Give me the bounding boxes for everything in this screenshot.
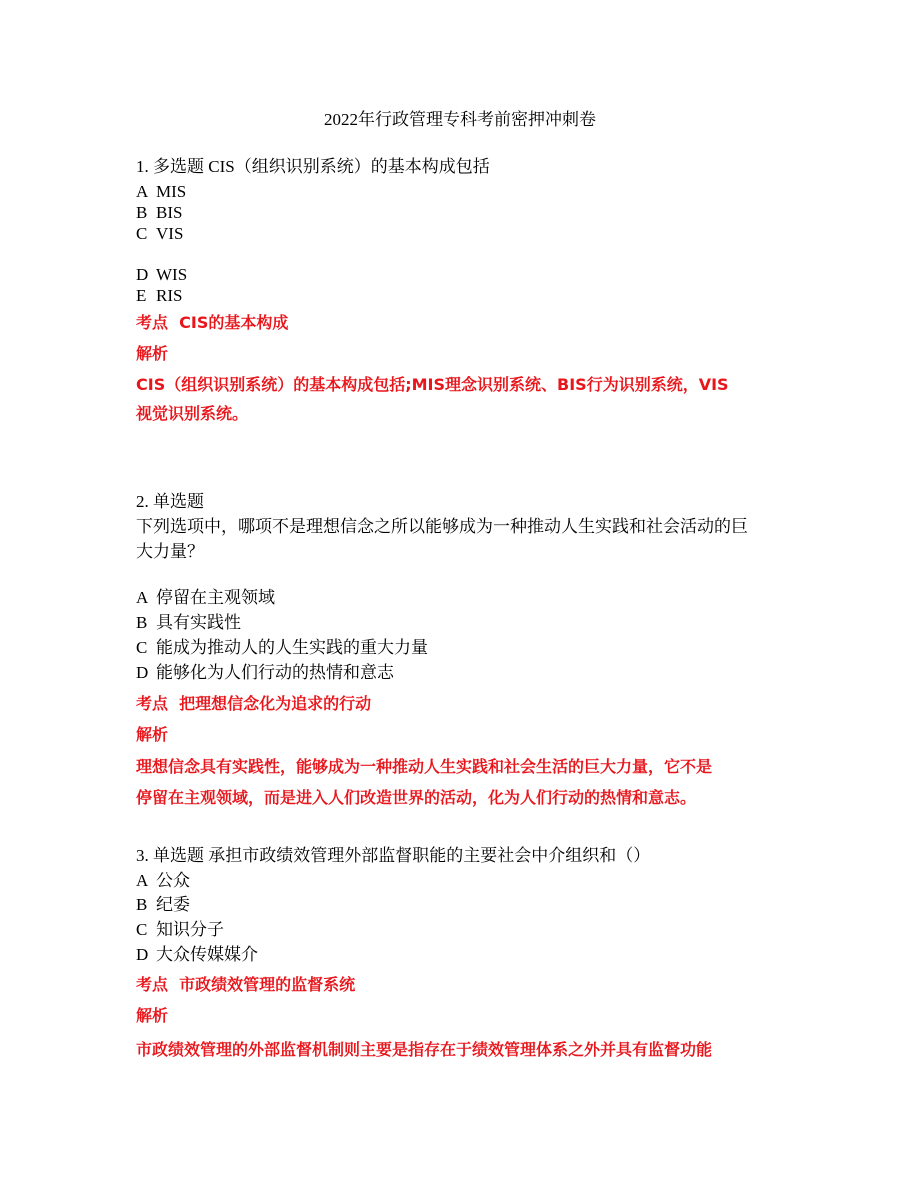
q1-option-e <box>136 285 182 306</box>
option-text: 能够化为人们行动的热情和意志 <box>156 663 394 682</box>
q2-stem-line-2: 大力量？ <box>136 542 204 561</box>
option-text: RIS <box>156 286 183 305</box>
q2-option-a <box>136 587 275 608</box>
q1-analysis-line-1: CIS（组织识别系统）的基本构成包括;MIS理念识别系统、BIS行为识别系统，VIS <box>136 375 729 394</box>
option-letter: E <box>136 286 147 305</box>
kaodian-text: CIS的基本构成 <box>179 313 289 332</box>
option-letter: B <box>136 203 148 222</box>
q2-analysis-line-1: 理想信念具有实践性，能够成为一种推动人生实践和社会生活的巨大力量，它不是 <box>136 757 713 776</box>
q1-header: 1. 多选题 CIS（组织识别系统）的基本构成包括 <box>136 157 490 176</box>
q2-option-b <box>136 612 241 633</box>
kaodian-label: 考点 <box>136 313 169 332</box>
q1-option-b <box>136 202 182 223</box>
option-text: 公众 <box>156 871 190 890</box>
option-text: 知识分子 <box>156 920 224 939</box>
option-letter: A <box>136 588 149 607</box>
option-text: BIS <box>156 203 183 222</box>
q1-option-a <box>136 181 186 202</box>
option-text: 纪委 <box>156 895 190 914</box>
option-letter: A <box>136 871 149 890</box>
document-title: 2022年行政管理专科考前密押冲刺卷 <box>324 110 596 129</box>
q3-kaodian <box>136 974 355 995</box>
option-letter: A <box>136 182 149 201</box>
kaodian-label: 考点 <box>136 694 169 713</box>
q3-option-a <box>136 870 190 891</box>
option-text: 能成为推动人的人生实践的重大力量 <box>156 638 428 657</box>
q3-option-d <box>136 944 258 965</box>
option-letter: B <box>136 895 148 914</box>
q2-header: 2. 单选题 <box>136 492 204 511</box>
option-letter: B <box>136 613 148 632</box>
option-text: MIS <box>156 182 187 201</box>
q1-option-d <box>136 264 187 285</box>
q3-option-c <box>136 919 224 940</box>
kaodian-label: 考点 <box>136 975 169 994</box>
option-letter: C <box>136 920 148 939</box>
q1-option-c <box>136 223 183 244</box>
option-letter: D <box>136 663 149 682</box>
q2-option-c <box>136 637 428 658</box>
option-text: 停留在主观领域 <box>156 588 275 607</box>
option-letter: D <box>136 945 149 964</box>
q2-kaodian <box>136 693 371 714</box>
q3-analysis-line-1: 市政绩效管理的外部监督机制则主要是指存在于绩效管理体系之外并具有监督功能 <box>136 1040 713 1059</box>
q1-analysis-line-2: 视觉识别系统。 <box>136 404 249 423</box>
q3-jiexi-label: 解析 <box>136 1006 169 1025</box>
q2-option-d <box>136 662 394 683</box>
kaodian-text: 市政绩效管理的监督系统 <box>179 975 356 994</box>
q2-stem-line-1: 下列选项中，哪项不是理想信念之所以能够成为一种推动人生实践和社会活动的巨 <box>136 517 748 536</box>
option-text: VIS <box>156 224 184 243</box>
option-letter: D <box>136 265 149 284</box>
option-text: WIS <box>156 265 188 284</box>
q2-analysis-line-2: 停留在主观领域，而是进入人们改造世界的活动，化为人们行动的热情和意志。 <box>136 788 697 807</box>
option-text: 具有实践性 <box>156 613 241 632</box>
option-letter: C <box>136 638 148 657</box>
option-text: 大众传媒媒介 <box>156 945 258 964</box>
kaodian-text: 把理想信念化为追求的行动 <box>179 694 372 713</box>
q3-header: 3. 单选题 承担市政绩效管理外部监督职能的主要社会中介组织和（） <box>136 846 651 865</box>
q1-kaodian <box>136 312 288 333</box>
option-letter: C <box>136 224 148 243</box>
q3-option-b <box>136 894 190 915</box>
q2-jiexi-label: 解析 <box>136 725 169 744</box>
q1-jiexi-label: 解析 <box>136 344 169 363</box>
